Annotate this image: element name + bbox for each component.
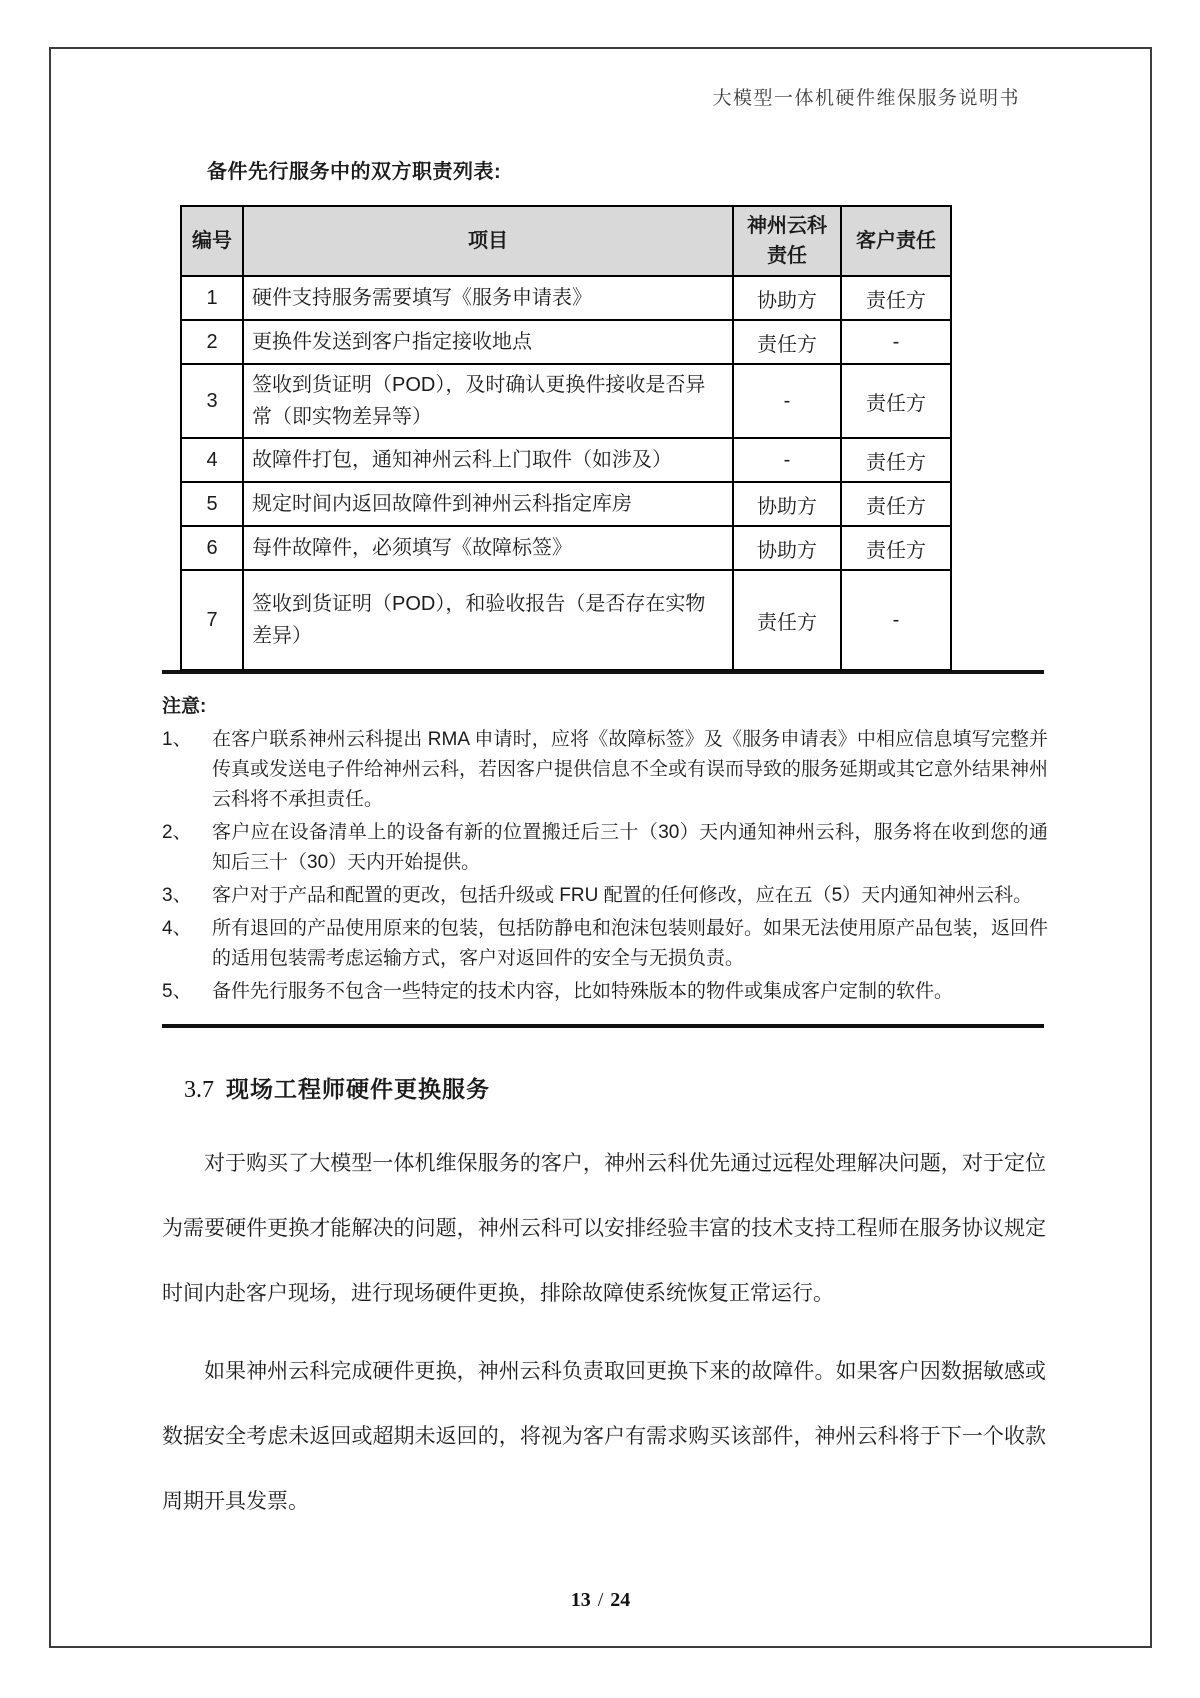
page-number-footer (51, 1589, 1150, 1612)
horizontal-divider (162, 670, 1044, 674)
row-vendor-responsibility: 协助方 (733, 526, 841, 570)
body-text (162, 1131, 1046, 1547)
note-text: 备件先行服务不包含一些特定的技术内容，比如特殊版本的物件或集成客户定制的软件。 (212, 981, 954, 1002)
row-id: 6 (181, 526, 243, 570)
table-row (181, 364, 951, 438)
list-item (162, 977, 1048, 1007)
row-id: 2 (181, 320, 243, 364)
page-frame (49, 47, 1152, 1648)
note-number: 4、 (162, 918, 192, 939)
table-row (181, 438, 951, 482)
row-customer-responsibility: 责任方 (841, 482, 951, 526)
note-number: 1、 (162, 729, 192, 750)
row-customer-responsibility: - (841, 570, 951, 670)
section-heading (184, 1071, 490, 1104)
list-item (162, 725, 1048, 815)
row-vendor-responsibility: - (733, 438, 841, 482)
row-item: 故障件打包，通知神州云科上门取件（如涉及） (243, 438, 733, 482)
document-header-title: 大模型一体机硬件维保服务说明书 (712, 88, 1020, 109)
note-text: 客户对于产品和配置的更改，包括升级或 FRU 配置的任何修改，应在五（5）天内通知神州云科。 (212, 885, 1033, 906)
notes-label: 注意: (162, 696, 207, 717)
total-page-number: 24 (610, 1589, 631, 1611)
row-id: 3 (181, 364, 243, 438)
table-row (181, 526, 951, 570)
row-item: 签收到货证明（POD），及时确认更换件接收是否异常（即实物差异等） (243, 364, 733, 438)
table-row (181, 482, 951, 526)
row-customer-responsibility: 责任方 (841, 276, 951, 320)
row-id: 4 (181, 438, 243, 482)
note-text: 在客户联系神州云科提出 RMA 申请时，应将《故障标签》及《服务申请表》中相应信息填写完整并传真或发送电子件给神州云科，若因客户提供信息不全或有误而导致的服务延期或其它意外结果神州云科将不承担责任。 (212, 729, 1049, 810)
row-item: 更换件发送到客户指定接收地点 (243, 320, 733, 364)
row-id: 1 (181, 276, 243, 320)
table-header-row (181, 206, 951, 276)
list-item (162, 914, 1048, 974)
table-row (181, 276, 951, 320)
responsibility-table (180, 205, 952, 671)
note-number: 3、 (162, 885, 192, 906)
list-item (162, 881, 1048, 911)
header-vendor-line2: 责任 (767, 245, 807, 267)
row-id: 5 (181, 482, 243, 526)
row-customer-responsibility: - (841, 320, 951, 364)
row-vendor-responsibility: 责任方 (733, 570, 841, 670)
header-cell-customer: 客户责任 (841, 206, 951, 276)
row-customer-responsibility: 责任方 (841, 438, 951, 482)
row-id: 7 (181, 570, 243, 670)
header-cell-id: 编号 (181, 206, 243, 276)
table-intro-line: 备件先行服务中的双方职责列表: (207, 161, 502, 183)
row-customer-responsibility: 责任方 (841, 526, 951, 570)
notes-list (162, 725, 1048, 1010)
paragraph: 对于购买了大模型一体机维保服务的客户，神州云科优先通过远程处理解决问题，对于定位为需要硬件更换才能解决的问题，神州云科可以安排经验丰富的技术支持工程师在服务协议规定时间内赴客户现场，进行现场硬件更换，排除故障使系统恢复正常运行。 (162, 1152, 1046, 1305)
row-item: 硬件支持服务需要填写《服务申请表》 (243, 276, 733, 320)
row-vendor-responsibility: 责任方 (733, 320, 841, 364)
current-page-number: 13 (570, 1589, 591, 1611)
header-cell-item: 项目 (243, 206, 733, 276)
row-item: 规定时间内返回故障件到神州云科指定库房 (243, 482, 733, 526)
header-cell-vendor (733, 206, 841, 276)
row-vendor-responsibility: 协助方 (733, 276, 841, 320)
header-vendor-line1: 神州云科 (747, 215, 827, 237)
list-item (162, 818, 1048, 878)
paragraph: 如果神州云科完成硬件更换，神州云科负责取回更换下来的故障件。如果客户因数据敏感或数据安全考虑未返回或超期未返回的，将视为客户有需求购买该部件，神州云科将于下一个收款周期开具发票。 (162, 1360, 1046, 1513)
note-text: 客户应在设备清单上的设备有新的位置搬迁后三十（30）天内通知神州云科，服务将在收到您的通知后三十（30）天内开始提供。 (212, 822, 1048, 873)
row-vendor-responsibility: - (733, 364, 841, 438)
row-vendor-responsibility: 协助方 (733, 482, 841, 526)
row-customer-responsibility: 责任方 (841, 364, 951, 438)
table-row (181, 570, 951, 670)
row-item: 签收到货证明（POD），和验收报告（是否存在实物差异） (243, 570, 733, 670)
section-number: 3.7 (184, 1077, 214, 1103)
table-row (181, 320, 951, 364)
page-separator: / (597, 1589, 604, 1611)
note-number: 5、 (162, 981, 192, 1002)
section-title: 现场工程师硬件更换服务 (226, 1076, 490, 1102)
note-text: 所有退回的产品使用原来的包装，包括防静电和泡沫包装则最好。如果无法使用原产品包装，返回件的适用包装需考虑运输方式，客户对返回件的安全与无损负责。 (212, 918, 1049, 969)
row-item: 每件故障件，必须填写《故障标签》 (243, 526, 733, 570)
note-number: 2、 (162, 822, 192, 843)
horizontal-divider (162, 1024, 1044, 1028)
